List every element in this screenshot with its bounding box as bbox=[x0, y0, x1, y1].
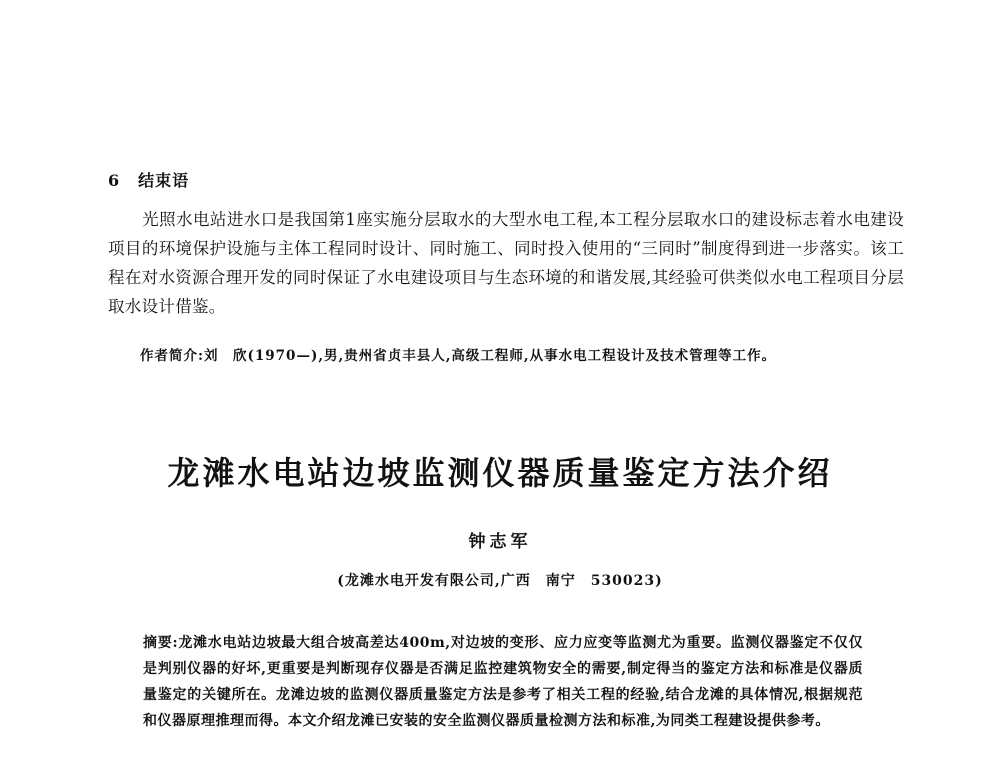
section-title: 结束语 bbox=[138, 171, 190, 190]
section-number: 6 bbox=[108, 171, 121, 190]
conclusion-text: 光照水电站进水口是我国第1座实施分层取水的大型水电工程,本工程分层取水口的建设标志着水电建设项目的环境保护设施与主体工程同时设计、同时施工、同时投入使用的“三同时”制度得到进一步落实。该工程在对水资源合理开发的同时保证了水电建设项目与生态环境的和谐发展,其经验可供类似水电工程项目分层取水设计借鉴。 bbox=[108, 210, 904, 316]
article-title: 龙滩水电站边坡监测仪器质量鉴定方法介绍 bbox=[167, 454, 833, 492]
article-abstract: 摘要:龙滩水电站边坡最大组合坡高差达400m,对边坡的变形、应力应变等监测尤为重要。监测仪器鉴定不仅仅是判别仪器的好坏,更重要是判断现存仪器是否满足监控建筑物安全的需要,制定得当的鉴定方法和标准是仪器质量鉴定的关键所在。龙滩边坡的监测仪器质量鉴定方法是参考了相关工程的经验,结合龙滩的具体情况,根据规范和仪器原理推理而得。本文介绍龙滩已安装的安全监测仪器质量检测方法和标准,为同类工程建设提供参考。 bbox=[143, 635, 863, 729]
author-affiliation: (龙滩水电开发有限公司,广西 南宁 530023) bbox=[337, 573, 663, 589]
author-bio: 作者简介:刘 欣(1970—),男,贵州省贞丰县人,高级工程师,从事水电工程设计及技术管理等工作。 bbox=[140, 348, 777, 364]
article-author: 钟志军 bbox=[468, 532, 532, 552]
conclusion-paragraph bbox=[108, 205, 904, 321]
section-heading bbox=[108, 168, 189, 191]
